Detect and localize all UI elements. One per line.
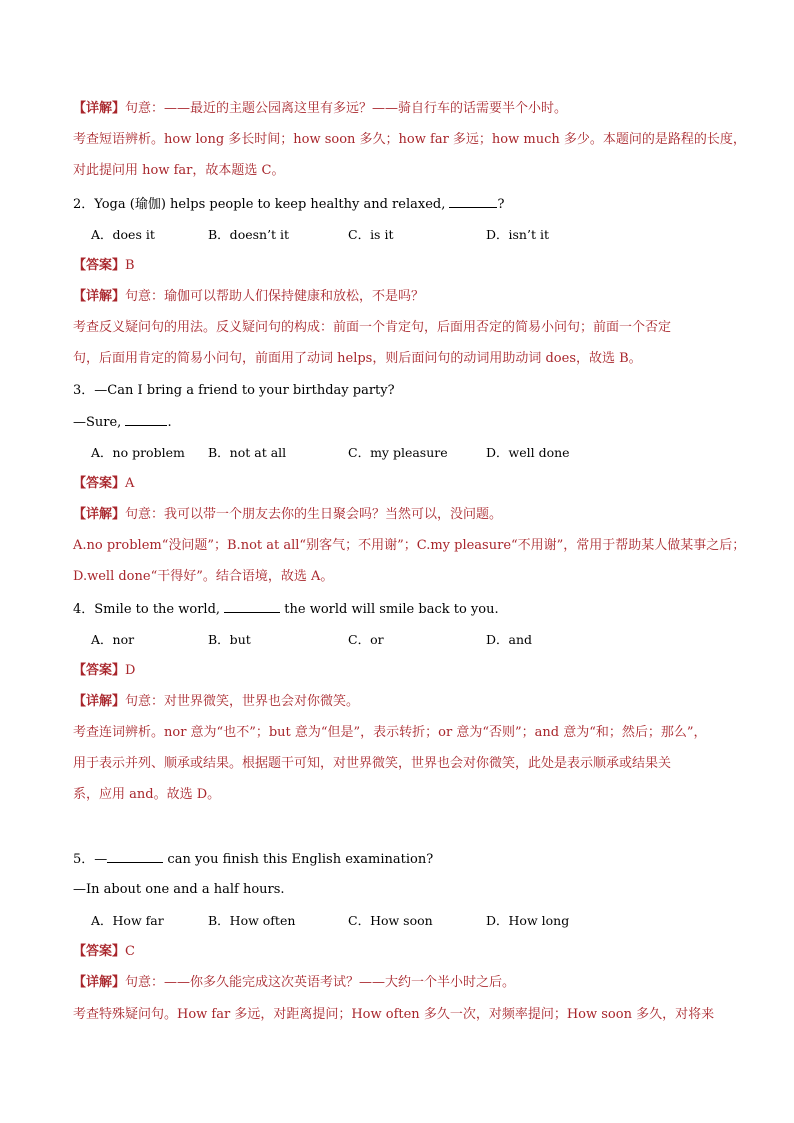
q4-explanation-line-3: 系，应用 and。故选 D。 (73, 787, 221, 802)
q3-blank (125, 412, 167, 426)
q5-stem-text: 5．— (73, 852, 108, 867)
detail-text: 句意：——最近的主题公园离这里有多远？——骑自行车的话需要半个小时。 (125, 101, 568, 116)
q5-stem (73, 849, 734, 870)
q5-answer-value: C (125, 944, 135, 959)
q3-explanation-line-2: D.well done“干得好”。结合语境，故选 A。 (73, 569, 334, 584)
q3-explanation-line-1: A.no problem“没问题”；B.not at all“别客气；不用谢”；C.my pleasure“不用谢”，常用于帮助某人做某事之后； (73, 538, 746, 553)
q4-option-a: A．nor (91, 632, 135, 647)
q5-option-d: D．How long (486, 913, 570, 928)
q5-stem-tail: can you finish this English examination? (163, 852, 434, 867)
q2-option-b: B．doesn’t it (208, 227, 290, 242)
q4-explanation-line-1: 考查连词辨析。nor 意为“也不”；but 意为“但是”，表示转折；or 意为“否则”；and 意为“和；然后；那么”， (73, 725, 707, 740)
answer-tag: 【答案】 (73, 258, 126, 273)
detail-tag: 【详解】 (73, 289, 126, 304)
q2-answer (73, 256, 734, 276)
q2-explanation-line-1: 考查反义疑问句的用法。反义疑问句的构成：前面一个肯定句，后面用否定的简易小问句；前面一个否定 (73, 320, 672, 335)
q3-detail (73, 505, 734, 525)
q4-stem-text: 4．Smile to the world, (73, 602, 225, 617)
q3-option-d: D．well done (486, 445, 570, 460)
q2-detail (73, 287, 734, 307)
q4-detail-text: 句意：对世界微笑，世界也会对你微笑。 (125, 694, 360, 709)
q1-detail-line (73, 99, 734, 119)
q4-option-b: B．but (208, 632, 251, 647)
q4-stem (73, 599, 734, 620)
q5-blank (107, 849, 163, 863)
detail-tag: 【详解】 (73, 694, 126, 709)
q5-detail (73, 973, 734, 993)
q4-option-c: C．or (348, 632, 384, 647)
q3-reply-text: —Sure, (73, 415, 126, 430)
q5-detail-text: 句意：——你多久能完成这次英语考试？——大约一个半小时之后。 (125, 975, 516, 990)
q4-option-d: D．and (486, 632, 533, 647)
q3-option-a: A．no problem (91, 445, 185, 460)
q3-detail-text: 句意：我可以带一个朋友去你的生日聚会吗？当然可以，没问题。 (125, 507, 503, 522)
q2-detail-text: 句意：瑜伽可以帮助人们保持健康和放松，不是吗？ (125, 289, 425, 304)
q4-stem-tail: the world will smile back to you. (280, 602, 499, 617)
answer-tag: 【答案】 (73, 944, 126, 959)
answer-tag: 【答案】 (73, 663, 126, 678)
q3-stem: 3．—Can I bring a friend to your birthday party? (73, 383, 395, 398)
q2-option-d: D．isn’t it (486, 227, 549, 242)
q2-answer-value: B (125, 258, 135, 273)
q5-option-a: A．How far (91, 913, 164, 928)
q2-option-c: C．is it (348, 227, 394, 242)
detail-tag: 【详解】 (73, 975, 126, 990)
q4-answer (73, 661, 734, 681)
q5-answer (73, 942, 734, 962)
q5-option-b: B．How often (208, 913, 296, 928)
q3-option-c: C．my pleasure (348, 445, 448, 460)
detail-tag: 【详解】 (73, 101, 126, 116)
q3-answer (73, 474, 734, 494)
q4-blank (224, 599, 280, 613)
q4-answer-value: D (125, 663, 136, 678)
q1-explanation-line-1: 考查短语辨析。how long 多长时间；how soon 多久；how far 多远；how much 多少。本题问的是路程的长度， (73, 132, 746, 147)
q2-blank (449, 194, 497, 208)
q2-option-a: A．does it (91, 227, 155, 242)
q3-option-b: B．not at all (208, 445, 287, 460)
q5-option-c: C．How soon (348, 913, 433, 928)
q5-explanation-line-1: 考查特殊疑问句。How far 多远，对距离提问；How often 多久一次，对频率提问；How soon 多久，对将来 (73, 1007, 715, 1022)
answer-tag: 【答案】 (73, 476, 126, 491)
q1-explanation-line-2: 对此提问用 how far，故本题选 C。 (73, 163, 285, 178)
q2-explanation-line-2: 句，后面用肯定的简易小问句，前面用了动词 helps，则后面问句的动词用助动词 does，故选 B。 (73, 351, 642, 366)
detail-tag: 【详解】 (73, 507, 126, 522)
q3-answer-value: A (125, 476, 135, 491)
q2-stem (73, 194, 734, 215)
q2-stem-text: 2．Yoga (瑜伽) helps people to keep healthy and relaxed, (73, 197, 450, 212)
q5-reply: —In about one and a half hours. (73, 882, 285, 897)
q4-explanation-line-2: 用于表示并列、顺承或结果。根据题干可知，对世界微笑，世界也会对你微笑，此处是表示顺承或结果关 (73, 756, 672, 771)
q2-stem-end: ? (497, 197, 505, 212)
q3-reply-end: . (167, 415, 172, 430)
q3-reply (73, 412, 734, 433)
q4-detail (73, 692, 734, 712)
